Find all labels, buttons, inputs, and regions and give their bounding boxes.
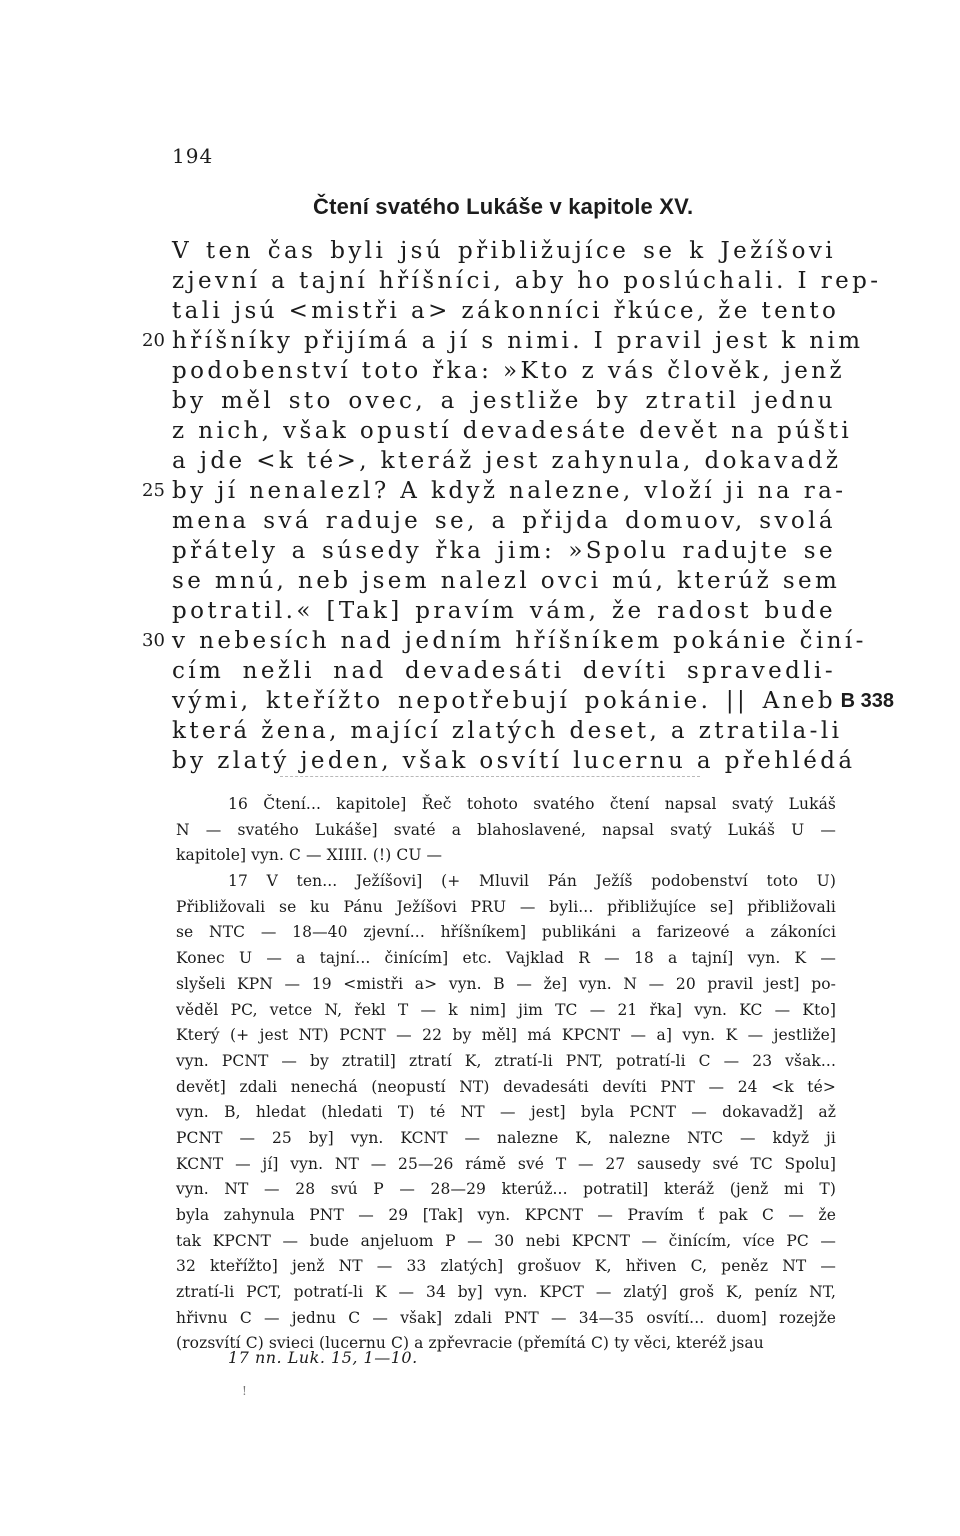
text-line bbox=[172, 236, 836, 266]
line-number: 20 bbox=[142, 330, 165, 351]
text-line bbox=[172, 566, 841, 596]
apparatus-line: hřivnu C — jednu C — však] zdali PNT — 34—35 osvítí... duom] rozejže bbox=[176, 1308, 836, 1327]
apparatus-line: slyšeli KPN — 19 <mistři a> vyn. B — že] vyn. N — 20 pravil jest] po- bbox=[176, 974, 836, 993]
line-text: vými, kteřížto nepotřebují pokánie. || Aneb bbox=[172, 688, 836, 714]
text-line bbox=[172, 266, 882, 296]
line-text: zjevní a tajní hříšníci, aby ho poslúchali. I rep- bbox=[172, 268, 882, 294]
line-text: hříšníky přijímá a jí s nimi. I pravil jest k nim bbox=[172, 328, 864, 354]
text-line bbox=[142, 476, 847, 506]
line-text: mena svá raduje se, a přijda domuov, svolá bbox=[172, 508, 836, 534]
apparatus-line: vyn. NT — 28 svú P — 28—29 kterúž... potratil] kteráž (jenž mi T) bbox=[176, 1180, 836, 1199]
apparatus-line: KCNT — jí] vyn. NT — 25—26 rámě své T — 27 sausedy své TC Spolu] bbox=[176, 1154, 836, 1173]
line-text: podobenství toto řka: »Kto z vás člověk, jenž bbox=[172, 358, 846, 384]
apparatus-line: se NTC — 18—40 zjevní... hříšníkem] publikáni a farizeové a zákoníci bbox=[176, 923, 836, 942]
apparatus-line: kapitole] vyn. C — XIIII. (!) CU — bbox=[176, 846, 443, 865]
apparatus-line: Který (+ jest NT) PCNT — 22 by měl] má KPCNT — a] vyn. K — jestliže] bbox=[176, 1026, 836, 1045]
line-text: cím nežli nad devadesáti devíti spravedli- bbox=[172, 658, 836, 684]
line-text: přátely a súsedy řka jim: »Spolu radujte se bbox=[172, 538, 836, 564]
apparatus-line: Konec U — a tajní... činícím] etc. Vajklad R — 18 a tajní] vyn. K — bbox=[176, 949, 836, 968]
line-text: z nich, však opustí devadesáte devět na púšti bbox=[172, 418, 853, 444]
line-text: by měl sto ovec, a jestliže by ztratil jednu bbox=[172, 388, 836, 414]
text-line bbox=[172, 296, 840, 326]
apparatus-line: 16 Čtení... kapitole] Řeč tohoto svatého čtení napsal svatý Lukáš bbox=[228, 795, 836, 813]
line-text: tali jsú <mistři a> zákonníci řkúce, že tento bbox=[172, 298, 840, 324]
apparatus-line: vyn. B, hledat (hledati T) té NT — jest] byla PCNT — dokavadž] až bbox=[176, 1103, 836, 1122]
text-line bbox=[142, 626, 867, 656]
text-line bbox=[172, 416, 853, 446]
apparatus-line: věděl PC, vetce N, řekl T — k nim] jim TC — 21 řka] vyn. KC — Kto] bbox=[176, 1000, 836, 1019]
apparatus-line: 17 V ten... Ježíšovi] (+ Mluvil Pán Ježíš podobenství toto U) bbox=[228, 872, 836, 891]
text-line bbox=[172, 656, 836, 686]
text-line bbox=[172, 356, 846, 386]
critical-apparatus bbox=[176, 792, 836, 1357]
line-text: by zlatý jeden, však osvítí lucernu a přehlédá bbox=[172, 748, 856, 774]
chapter-heading: Čtení svatého Lukáše v kapitole XV. bbox=[313, 194, 694, 219]
text-line bbox=[172, 536, 836, 566]
line-text: potratil.« [Tak] pravím vám, že radost bude bbox=[172, 598, 836, 624]
apparatus-line: PCNT — 25 by] vyn. KCNT — nalezne K, nalezne NTC — když ji bbox=[176, 1128, 836, 1147]
line-number: 25 bbox=[142, 480, 165, 501]
line-text: by jí nenalezl? A když nalezne, vloží ji na ra- bbox=[172, 478, 847, 504]
text-line bbox=[172, 446, 842, 476]
biblical-reference: 17 nn. Luk. 15, 1—10. bbox=[228, 1348, 418, 1367]
apparatus-line: 32 kteřížto] jenž NT — 33 zlatých] grošuov K, hřiven C, peněz NT — bbox=[176, 1257, 836, 1276]
apparatus-line: byla zahynula PNT — 29 [Tak] vyn. KPCNT — Pravím ť pak C — že bbox=[176, 1206, 836, 1224]
apparatus-line: vyn. PCNT — by ztratil] ztratí K, ztratí-li PNT, potratí-li C — 23 však... bbox=[176, 1051, 836, 1070]
stray-mark: ! bbox=[242, 1384, 247, 1398]
page-number: 194 bbox=[172, 144, 214, 168]
apparatus-line: ztratí-li PCT, potratí-li K — 34 by] vyn. KPCT — zlatý] groš K, peníz NT, bbox=[176, 1283, 836, 1302]
apparatus-line: Přibližovali se ku Pánu Ježíšovi PRU — byli... přibližujíce se] přibližovali bbox=[176, 897, 836, 916]
apparatus-line: (rozsvítí C) svieci (lucernu C) a zpřevracie (přemítá C) ty věci, kteréž jsau bbox=[176, 1334, 764, 1353]
footnote-rule bbox=[280, 776, 700, 778]
apparatus-line: N — svatého Lukáše] svaté a blahoslavené, napsal svatý Lukáš U — bbox=[176, 820, 836, 839]
line-text: která žena, mající zlatých deset, a ztratila-li bbox=[172, 718, 843, 744]
text-line bbox=[172, 596, 836, 626]
line-text: v nebesích nad jedním hříšníkem pokánie činí- bbox=[172, 628, 867, 654]
line-number: 30 bbox=[142, 630, 165, 651]
line-text: V ten čas byli jsú přibližujíce se k Ježíšovi bbox=[172, 238, 836, 264]
text-line bbox=[172, 686, 894, 716]
line-text: a jde <k té>, kteráž jest zahynula, dokavadž bbox=[172, 448, 842, 474]
apparatus-line: tak KPCNT — bude anjeluom P — 30 nebi KPCNT — činícím, více PC — bbox=[176, 1231, 836, 1250]
margin-note: B 338 bbox=[840, 690, 894, 712]
apparatus-line: devět] zdali nenechá (neopustí NT) devadesáti devíti PNT — 24 <k té> bbox=[176, 1077, 836, 1096]
line-text: se mnú, neb jsem nalezl ovci mú, kterúž sem bbox=[172, 568, 841, 594]
main-text bbox=[142, 236, 894, 776]
text-line bbox=[172, 386, 836, 416]
text-line bbox=[172, 746, 856, 776]
text-line bbox=[172, 506, 836, 536]
text-line bbox=[172, 716, 843, 746]
text-line bbox=[142, 326, 864, 356]
